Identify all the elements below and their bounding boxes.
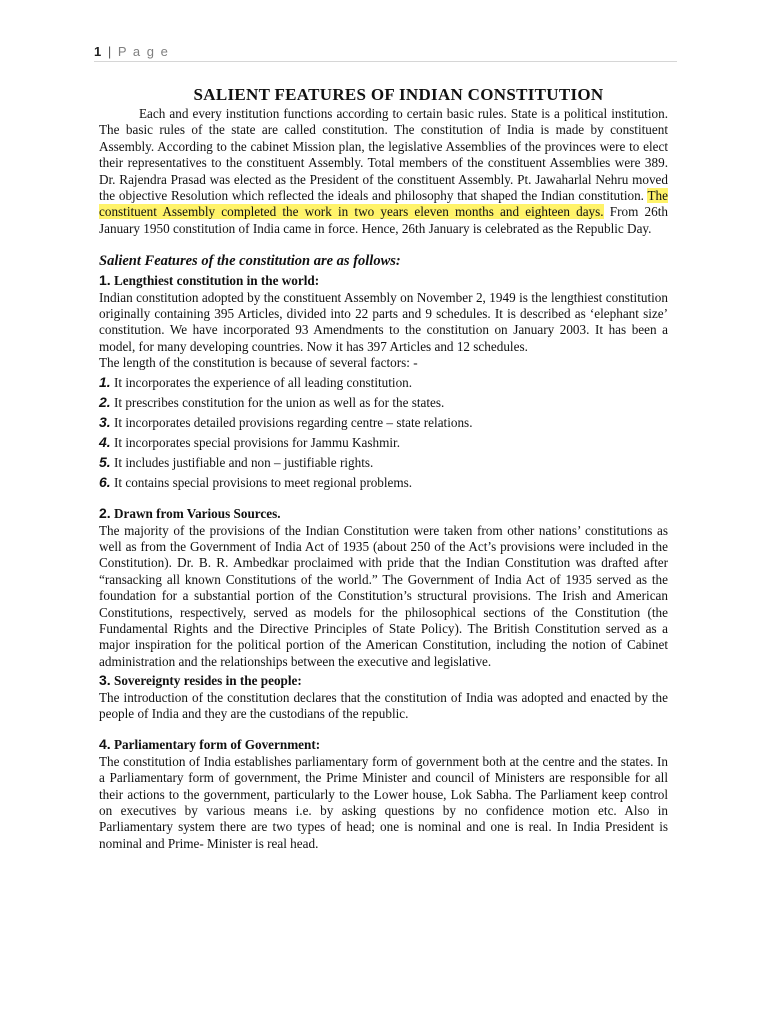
factor-text: It contains special provisions to meet regional problems. [113, 474, 413, 490]
intro-paragraph [99, 106, 668, 237]
section-4-body: The constitution of India establishes parliamentary form of government both at the centre and the states. In a Parliamentary form of government, the Prime Minister and council of Ministers are responsible for all their actions to the government, particularly to the Lower house, Lok Sabha. The Parliament keep control on executives by various means i.e. by asking questions by no confidence motion etc. Also in Parliamentary system there are two types of head; one is nominal and one is real. In India President is nominal and Prime- Minister is real head. [99, 753, 668, 851]
factor-number: 5. [99, 453, 111, 470]
page-number: 1 [94, 44, 103, 59]
section-1-title: Lengthiest constitution in the world: [113, 273, 320, 289]
section-3-body: The introduction of the constitution declares that the constitution of India was adopted and enacted by the people of India and they are the custodians of the republic. [99, 689, 668, 721]
factor-item-5 [99, 454, 668, 471]
factor-number: 6. [99, 473, 111, 490]
factor-item-6 [99, 474, 668, 491]
factor-item-1 [99, 374, 668, 391]
features-subheading: Salient Features of the constitution are as follows: [99, 253, 401, 270]
factor-item-4 [99, 434, 668, 451]
factor-text: It incorporates the experience of all leading constitution. [113, 375, 413, 391]
section-2-title: Drawn from Various Sources. [113, 506, 281, 522]
factor-text: It incorporates special provisions for Jammu Kashmir. [113, 434, 401, 450]
factor-item-3 [99, 414, 668, 431]
factor-text: It prescribes constitution for the union as well as for the states. [113, 395, 445, 411]
intro-text-before: Each and every institution functions according to certain basic rules. State is a political institution. The basic rules of the state are called constitution. The constitution of India is made by constituent Assembly. According to the cabinet Mission plan, the legislative Assemblies of the provinces were to elect their representatives to the constituent Assembly. Total members of the constituent Assemblies were 389. Dr. Rajendra Prasad was elected as the President of the constituent Assembly. Pt. Jawaharlal Nehru moved the objective Resolution which reflected the ideals and philosophy that shaped the Indian constitution. [99, 106, 668, 204]
page-separator: | [107, 44, 113, 59]
section-2-body: The majority of the provisions of the Indian Constitution were taken from other nations’ constitutions as well as from the Government of India Act of 1935 (about 250 of the Act’s provisions were included in the Constitution). Dr. B. R. Ambedkar proclaimed with pride that the Indian Constitution was drafted after “ransacking all known Constitutions of the world.” The Government of India Act of 1935 served as the foundation for a substantial portion of the Constitution’s structural provisions. The Irish and American Constitutions, respectively, served as models for the philosophical sections of the Constitution (the Fundamental Rights and the Directive Principles of State Policy). The British Constitution served as a major inspiration for the political portion of the American Constitution, including the notion of Cabinet administration and the relationships between the executive and legislative. [99, 522, 668, 669]
section-3-heading [99, 672, 668, 689]
section-1-body: Indian constitution adopted by the constituent Assembly on November 2, 1949 is the lengthiest constitution originally containing 395 Articles, divided into 22 parts and 9 schedules. It is described as ‘elephant size’ constitution. We have incorporated 93 Amendments to the constitution on January 2003. It has been a model, for many developing countries. Now it has 397 Articles and 12 schedules. [99, 289, 668, 354]
section-3-title: Sovereignty resides in the people: [113, 673, 302, 689]
factor-text: It incorporates detailed provisions regarding centre – state relations. [113, 415, 473, 430]
section-4-heading [99, 736, 668, 753]
section-2-number: 2. [99, 505, 111, 522]
page-word: P a g e [117, 44, 170, 59]
highlighted-text: The constituent Assembly completed the work in two years eleven months and eighteen days. [99, 188, 668, 220]
factor-number: 1. [99, 374, 111, 391]
section-2-heading [99, 505, 668, 522]
section-3-number: 3. [99, 672, 111, 689]
document-body [99, 84, 668, 852]
section-1-heading [99, 272, 668, 289]
header-rule [94, 61, 677, 62]
factor-number: 3. [99, 414, 111, 430]
factor-item-2 [99, 394, 668, 411]
section-1-factors-intro: The length of the constitution is because of several factors: - [99, 355, 418, 371]
section-1-number: 1. [99, 272, 111, 289]
intro-text-after: From 26th January 1950 constitution of India came in force. Hence, 26th January is celebrated as the Republic Day. [99, 204, 668, 236]
document-title: SALIENT FEATURES OF INDIAN CONSTITUTION [193, 85, 604, 104]
factor-text: It includes justifiable and non – justifiable rights. [113, 454, 374, 470]
factor-number: 2. [99, 394, 111, 411]
section-4-number: 4. [99, 736, 111, 753]
page-header [94, 44, 169, 59]
factor-number: 4. [99, 433, 111, 450]
section-4-title: Parliamentary form of Government: [113, 737, 321, 753]
